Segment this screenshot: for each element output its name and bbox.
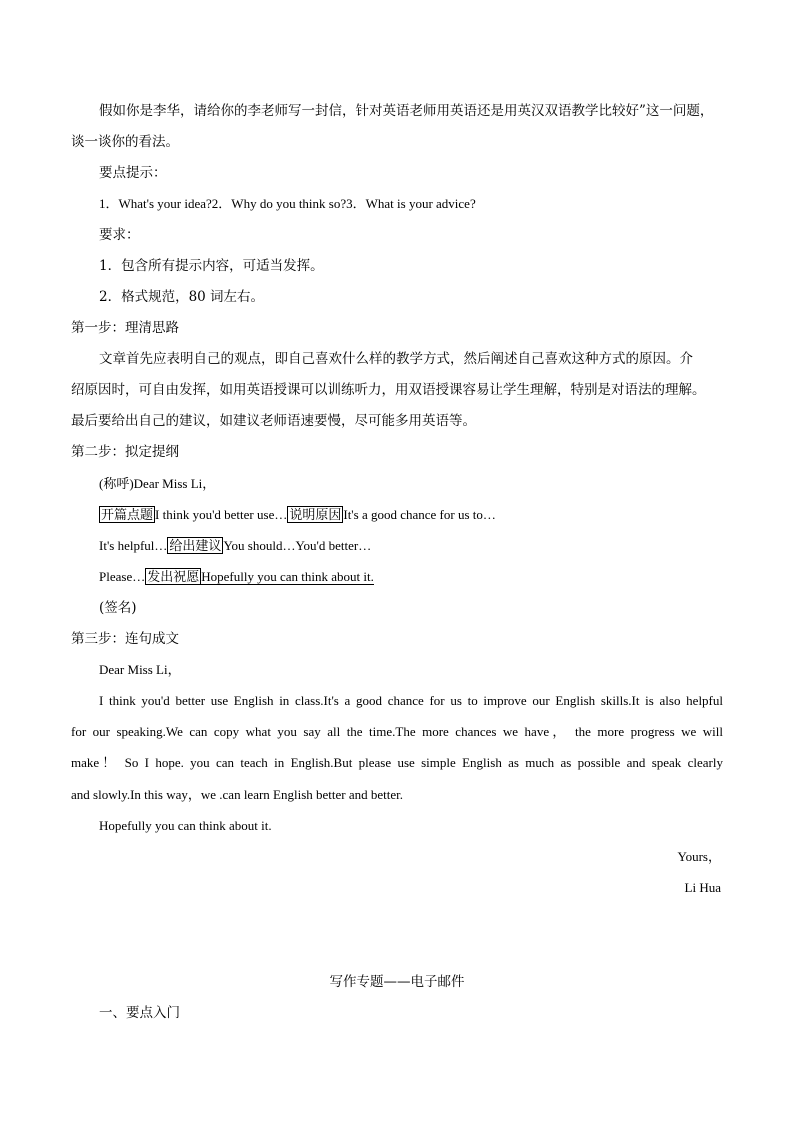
- please-text: Please…: [99, 569, 146, 584]
- advice-text: You should…You'd better…: [223, 538, 372, 553]
- intro-line-2: 谈一谈你的看法。: [71, 134, 179, 150]
- letter-closing: Hopefully you can think about it.: [99, 818, 272, 833]
- helpful-text: It's helpful…: [99, 538, 168, 553]
- tips-items: 1．What's your idea?2．Why do you think so?3．What is your advice?: [99, 196, 476, 211]
- step1-line-2: 绍原因时，可自由发挥，如用英语授课可以训练听力，用双语授课容易让学生理解，特别是对语法的理解。: [71, 382, 706, 398]
- letter-body-line-4: and slowly.In this way，we .can learn English better and better.: [71, 787, 404, 802]
- step3-heading: 第三步：连句成文: [71, 631, 179, 647]
- requirement-2: 2．格式规范，80 词左右。: [99, 289, 265, 305]
- outline-row-opening: [99, 506, 723, 524]
- outline-row-wish: [99, 568, 723, 586]
- letter-body-line-2: for our speaking.We can copy what you say all the time.The more chances we have， the more progress we will: [71, 724, 723, 739]
- section-title: 写作专题——电子邮件: [329, 974, 465, 990]
- wish-text: Hopefully you can think about it.: [201, 569, 374, 584]
- outline-salutation: (称呼)Dear Miss Li，: [99, 476, 216, 491]
- step1-line-1: 文章首先应表明自己的观点，即自己喜欢什么样的教学方式，然后阐述自己喜欢这种方式的原因。介: [99, 351, 693, 367]
- letter-yours: Yours，: [677, 849, 721, 864]
- label-advice: 给出建议: [169, 538, 222, 553]
- outline-signature: (签名): [99, 600, 137, 616]
- outline-row-advice: [99, 537, 723, 555]
- requirements-heading: 要求：: [99, 227, 140, 243]
- letter-salutation: Dear Miss Li，: [99, 662, 181, 677]
- step1-line-3: 最后要给出自己的建议，如建议老师语速要慢，尽可能多用英语等。: [71, 413, 476, 429]
- tips-heading: 要点提示：: [99, 165, 167, 181]
- letter-body-line-3: make！ So I hope. you can teach in English.But please use simple English as much as possible and speak clearly: [71, 755, 723, 770]
- step1-heading: 第一步：理清思路: [71, 320, 179, 336]
- section-subheading: 一、要点入门: [99, 1005, 180, 1021]
- step2-heading: 第二步：拟定提纲: [71, 444, 179, 460]
- opening-text: I think you'd better use…: [155, 507, 288, 522]
- label-reason: 说明原因: [289, 507, 342, 522]
- reason-text: It's a good chance for us to…: [343, 507, 496, 522]
- requirement-1: 1．包含所有提示内容，可适当发挥。: [99, 258, 324, 274]
- letter-name: Li Hua: [684, 880, 721, 895]
- label-wish: 发出祝愿: [147, 569, 200, 584]
- label-opening: 开篇点题: [101, 507, 154, 522]
- intro-line-1: 假如你是李华，请给你的李老师写一封信，针对英语老师用英语还是用英汉双语教学比较好”这一问题，: [99, 103, 714, 119]
- letter-body-line-1: I think you'd better use English in class.It's a good chance for us to improve our English skills.It is also helpful: [99, 693, 723, 708]
